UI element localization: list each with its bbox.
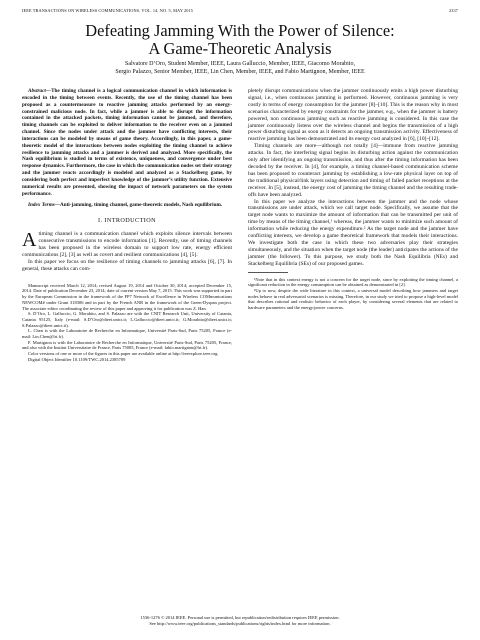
right-paragraph-1: pletely disrupt communications when the jammer continuously emits a high power disturbing signal, i.e., when continuous jamming is performed. However, continuous jamming is very costly in terms of energy consumption for the jammer [8]–[10]. This is the reason why in most scenarios characterized by energy constraints for the jammer, e.g., when the jammer is battery powered, non continuous jamming such as reactive jamming is considered. In this case the jammer continuously listens over the wireless channel and begins the transmission of a high power disturbing signal as soon as it detects an ongoing transmission activity. Effectiveness of reactive jamming has been demonstrated and its energy cost analyzed in [6], [10]–[12]. [248,88,458,143]
page-number: 2337 [449,8,458,13]
intro-paragraph-2: In this paper we focus on the resilience of timing channels to jamming attacks [6], [7]. In general, these attacks can com- [22,258,232,272]
index-terms [22,202,232,209]
intro-paragraph-1 [22,231,232,259]
right-paragraph-2: Timing channels are more—although not totally [4]—immune from reactive jamming attacks. In fact, the interfering signal begins its disturbing action against the communication only after identifying an ongoing transmission, and thus after the timing information has been decoded by the receiver. In [4], for example, a timing channel-based communication scheme has been proposed to counteract jamming by establishing a low-rate physical layer on top of the traditional physical/link layers using detection and timing of failed packet receptions at the receiver. In [5], instead, the energy cost of jamming the timing channel and the resulting trade-offs have been analyzed. [248,143,458,198]
running-header [22,8,458,13]
drop-cap: A [22,229,37,252]
footnote-divider [248,272,288,273]
footnote-1: ¹Note that in this context energy is not a concern for the target node, since by exploiting the timing channel, a significant reduction in the energy consumption can be obtained as demonstrated in [2]. [248,276,458,288]
right-column [248,88,458,311]
abstract-text: The timing channel is a logical communication channel in which information is encoded in the timing between events. Recently, the use of the timing channel has been proposed as a countermeasure to reactive jamming attacks performed by an energy-constrained malicious node. In fact, while a jammer is able to disrupt the information contained in the attacked packets, timing information cannot be jammed, and therefore, timing channels can be exploited to deliver information to the receiver even on a jammed channel. Since the nodes under attack and the jammer have conflicting interests, their interactions can be modeled by means of game theory. Accordingly, in this paper, a game-theoretic model of the interactions between nodes exploiting the timing channel to achieve resilience to jamming attacks and a jammer is derived and analyzed. More specifically, the Nash equilibrium is studied in terms of existence, uniqueness, and convergence under best response dynamics. Furthermore, the case in which the communication nodes set their strategy and the jammer reacts accordingly is modeled and analyzed as a Stackelberg game, by considering both perfect and imperfect knowledge of the jammer’s utility function. Extensive numerical results are presented, showing the impact of network parameters on the system performance. [22,88,232,197]
page-footer [0,615,480,627]
journal-name: IEEE TRANSACTIONS ON WIRELESS COMMUNICATIONS, VOL. 14, NO. 5, MAY 2015 [22,8,194,13]
right-paragraph-3: In this paper we analyze the interactions between the jammer and the node whose transmissions are under attack, which we call target node. Specifically, we assume that the target node wants to maximize the amount of information that can be transmitted per unit of time by means of the timing channel,¹ whereas, the jammer wants to minimize such amount of information while reducing the energy expenditure.² As the target node and the jammer have conflicting interests, we develop a game theoretical framework that models their interactions. We investigate both the case in which these two adversaries play their strategies simultaneously, and the situation when the target node (the leader) anticipates the actions of the jammer (the follower). To this purpose, we study both the Nash Equilibria (NEs) and Stackelberg Equilibria (SEs) of our proposed games. [248,198,458,267]
authors-line-1: Salvatore D’Oro, Student Member, IEEE, Laura Galluccio, Member, IEEE, Giacomo Morabito, [125,61,355,67]
paper-title [0,22,480,58]
abstract-label: Abstract— [28,88,52,94]
abstract [22,88,232,198]
authors-line-2: Sergio Palazzo, Senior Member, IEEE, Lin Chen, Member, IEEE, and Fabio Martignon, Member, IEEE [115,69,365,75]
footnote-affiliation-chen: L. Chen is with the Laboratoire de Recherche en Informatique, Université Paris-Sud, Paris 75205, France (e-mail: Lin.Chen@lri.fr). [22,328,232,340]
author-list [50,60,430,76]
index-terms-label: Index Terms— [28,201,60,208]
rights-link-line: See http://www.ieee.org/publications_standards/publications/rights/index.html for more information. [149,621,331,626]
footnote-color-versions: Color versions of one or more of the figures in this paper are available online at http://ieeexplore.ieee.org. [28,351,219,357]
title-line-2: A Game-Theoretic Analysis [148,39,332,58]
index-terms-text: Anti-jamming, timing channel, game-theoretic models, Nash equilibrium. [59,201,223,208]
copyright-line: 1536-1276 © 2014 IEEE. Personal use is permitted, but republication/redistribution requires IEEE permission. [140,615,340,620]
intro-text-1: timing channel is a communication channel which exploits silence intervals between consecutive transmissions to encode information [1]. Recently, use of timing channels has been proposed in the wireless domain to support low rate, energy efficient communications [2], [3] as well as covert and resilient communications [4], [5]. [22,231,232,258]
title-line-1: Defeating Jamming With the Power of Silence: [85,21,395,40]
footnote-doi: Digital Object Identifier 10.1109/TWC.2014.2385709 [28,356,126,362]
footnote-affiliation-martignon: F. Martignon is with the Laboratoire de Recherche en Informatique, Université Paris-Sud, Paris 75205, France, and also with the Institut Universitaire de France, Paris 75005, France (e-mail: fabio.martignon@lri.fr). [22,339,232,351]
footnote-manuscript: Manuscript received March 12, 2014; revised August 19, 2014 and October 30, 2014; accepted December 15, 2014. Date of publication December 23, 2014; date of current version May 7, 2015. This work was supported in part by the European Commission in the framework of the FP7 Network of Excellence in Wireless COMmunications NEWCOM# under Grant 318306 and in part by the French ANR in the framework of the Green-Dyspan project. The associate editor coordinating the review of this paper and approving it for publication was Z. Han. [22,282,232,311]
left-column [22,88,232,363]
footnote-2: ²Up to now, despite the wide literature in this context, a universal model describing how jammers and target nodes behave in real adversarial scenarios is missing. Therefore, in our study we tried to propose a high-level model that describes rational and realistic behavior of each player, by considering several elements that are related to hardware parameters and the energy/power concerns. [248,287,458,311]
footnote-affiliation-catania: S. D’Oro, L. Galluccio, G. Morabito, and S. Palazzo are with the CNIT Research Unit, University of Catania, Catania 95125, Italy (e-mail: S.D’Oro@dieei.unict.it; L.Galluccio@dieei.unict.it; G.Morabito@dieei.unict.it; S.Palazzo@dieei.unict.it). [22,311,232,328]
section-heading-introduction: I. INTRODUCTION [98,217,156,225]
